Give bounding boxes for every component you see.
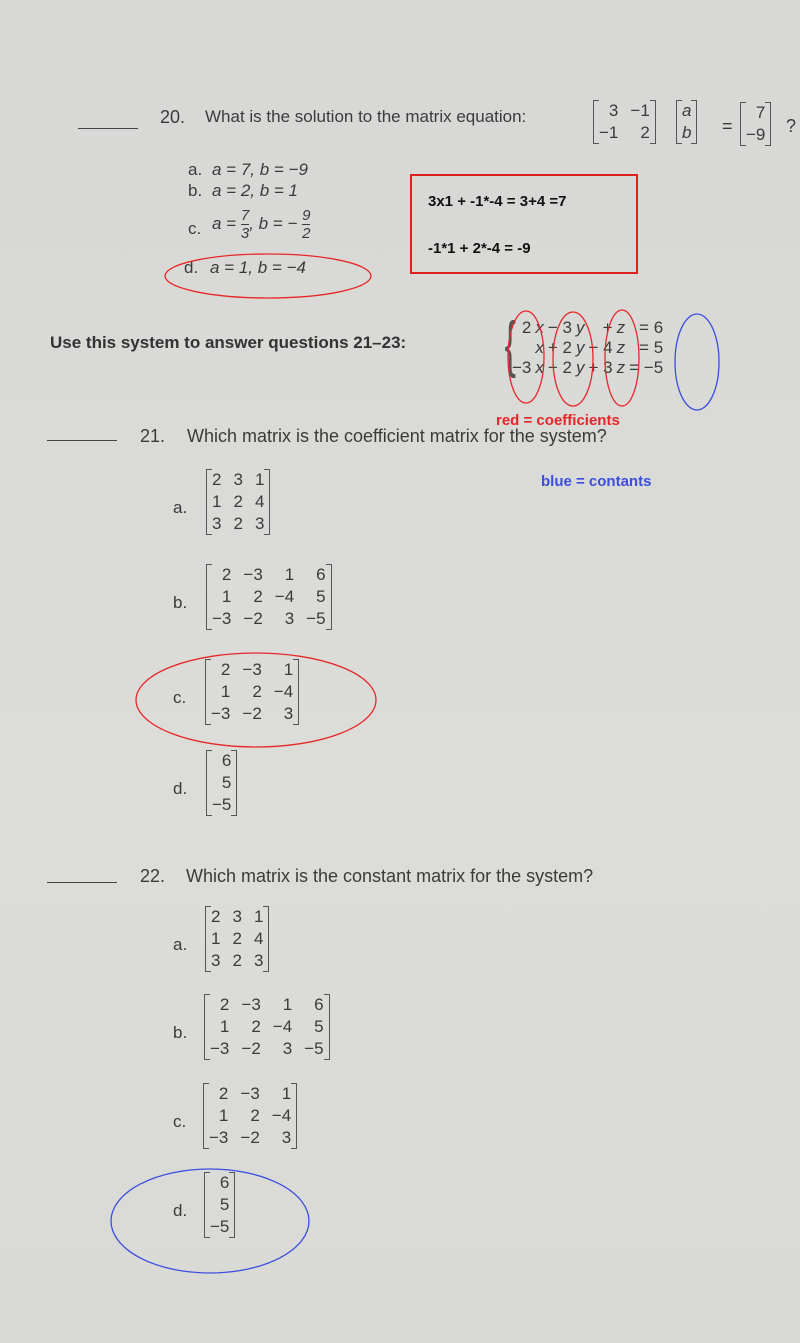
equation-term: = −5 bbox=[629, 358, 664, 377]
equation-term: y bbox=[576, 358, 585, 377]
equation-term: = 5 bbox=[639, 338, 664, 357]
blue-circle-constants bbox=[675, 314, 719, 410]
matrix-cell: 2 bbox=[218, 1084, 229, 1103]
equation-term: x bbox=[535, 358, 544, 377]
matrix-cell: 1 bbox=[221, 587, 232, 606]
matrix-cell: 5 bbox=[314, 1017, 324, 1036]
matrix-cell: 2 bbox=[220, 660, 231, 679]
q22-option-b-letter: b. bbox=[173, 1023, 188, 1042]
matrix-cell: 3 bbox=[608, 101, 619, 120]
option-20c-text: a = $\frac{7}{3}$ , b = − $\frac{9}{2}$ bbox=[212, 207, 311, 242]
option-20a-text: a = 7, b = −9 bbox=[212, 160, 308, 179]
matrix-cell: 2 bbox=[233, 514, 243, 533]
matrix-cell: 2 bbox=[233, 492, 243, 511]
matrix-cell: 6 bbox=[219, 1173, 230, 1192]
equation-term: + 2 bbox=[547, 338, 572, 357]
matrix-cell: 3 bbox=[281, 1128, 292, 1147]
question-number-21: 21. bbox=[140, 426, 166, 446]
matrix-cell: 4 bbox=[254, 492, 265, 511]
matrix-cell: 1 bbox=[282, 995, 293, 1014]
option-20b-text: a = 2, b = 1 bbox=[212, 181, 299, 200]
matrix-cell: −3 bbox=[242, 660, 262, 679]
matrix-cell: −1 bbox=[630, 101, 650, 120]
option-20d-text: a = 1, b = −4 bbox=[210, 258, 306, 277]
matrix-cell: 6 bbox=[314, 995, 324, 1014]
matrix-cell: −3 bbox=[209, 1128, 229, 1147]
question-number-22: 22. bbox=[140, 866, 166, 886]
matrix-cell: 5 bbox=[221, 773, 232, 792]
matrix-cell: −4 bbox=[271, 1106, 292, 1125]
system-brace: { bbox=[504, 310, 517, 379]
matrix-cell: −3 bbox=[241, 995, 261, 1014]
question-text-22: Which matrix is the constant matrix for the system? bbox=[186, 866, 594, 886]
matrix-cell: −4 bbox=[274, 587, 295, 606]
matrix-cell: a bbox=[682, 101, 692, 120]
blue-circle-22d bbox=[111, 1169, 309, 1273]
equation-term: 2 bbox=[521, 318, 532, 337]
matrix-cell: −3 bbox=[211, 704, 231, 723]
matrix-cell: 1 bbox=[220, 682, 231, 701]
check-line-2: -1*1 + 2*-4 = -9 bbox=[428, 240, 531, 257]
q22-option-a-letter: a. bbox=[173, 935, 188, 954]
red-circle-z-coeff bbox=[605, 310, 639, 406]
matrix-cell: −1 bbox=[599, 123, 619, 142]
equation-term: x bbox=[535, 318, 544, 337]
matrix-cell: 3 bbox=[232, 907, 242, 926]
matrix-cell: 1 bbox=[211, 929, 221, 948]
equation-term: + bbox=[602, 318, 613, 337]
equation-term: y bbox=[576, 338, 585, 357]
matrix-cell: 2 bbox=[250, 1106, 260, 1125]
matrix-cell: −2 bbox=[243, 609, 263, 628]
option-20c-letter: c. bbox=[188, 219, 202, 238]
equals-sign: = bbox=[722, 116, 733, 136]
q22-option-c-letter: c. bbox=[173, 1112, 187, 1131]
matrix-cell: 3 bbox=[284, 609, 295, 628]
matrix-cell: 5 bbox=[316, 587, 326, 606]
q21-option-c-letter: c. bbox=[173, 688, 187, 707]
equation-term: x bbox=[535, 338, 544, 357]
matrix-cell: 5 bbox=[219, 1195, 230, 1214]
matrix-cell: −3 bbox=[212, 609, 232, 628]
matrix-cell: 2 bbox=[232, 951, 242, 970]
matrix-cell: −5 bbox=[306, 609, 326, 628]
matrix-cell: 1 bbox=[212, 492, 222, 511]
matrix-cell: 2 bbox=[252, 682, 262, 701]
equation-term: y bbox=[576, 318, 585, 337]
legend-blue: blue = contants bbox=[541, 473, 652, 490]
matrix-cell: 2 bbox=[221, 565, 232, 584]
equation-term: = 6 bbox=[639, 318, 664, 337]
equation-term: z bbox=[616, 358, 626, 377]
matrix-cell: 2 bbox=[251, 1017, 261, 1036]
option-20b-letter: b. bbox=[188, 181, 203, 200]
red-circle-21c bbox=[136, 653, 376, 747]
system-intro: Use this system to answer questions 21–23: bbox=[50, 333, 407, 352]
matrix-cell: −5 bbox=[210, 1217, 230, 1236]
matrix-cell: −3 bbox=[240, 1084, 260, 1103]
matrix-cell: 3 bbox=[233, 470, 243, 489]
matrix-cell: −3 bbox=[243, 565, 263, 584]
matrix-cell: 2 bbox=[211, 907, 221, 926]
matrix-cell: 2 bbox=[253, 587, 263, 606]
matrix-cell: −5 bbox=[304, 1039, 324, 1058]
option-20d-letter: d. bbox=[184, 258, 199, 277]
matrix-cell: 2 bbox=[219, 995, 230, 1014]
q22-option-d-letter: d. bbox=[173, 1201, 188, 1220]
matrix-cell: −4 bbox=[272, 1017, 293, 1036]
matrix-cell: 1 bbox=[218, 1106, 229, 1125]
matrix-cell: −3 bbox=[210, 1039, 230, 1058]
matrix-cell: 3 bbox=[254, 514, 265, 533]
equation-term: z bbox=[616, 318, 626, 337]
matrix-cell: 2 bbox=[640, 123, 650, 142]
equation-term: z bbox=[616, 338, 626, 357]
matrix-cell: 2 bbox=[212, 470, 222, 489]
matrix-cell: 2 bbox=[232, 929, 242, 948]
red-circle-y-coeff bbox=[553, 312, 593, 406]
matrix-cell: −5 bbox=[212, 795, 232, 814]
matrix-cell: 3 bbox=[283, 704, 294, 723]
equation-term: − 3 bbox=[547, 318, 572, 337]
matrix-cell: b bbox=[682, 123, 692, 142]
matrix-cell: 4 bbox=[253, 929, 264, 948]
equation-term: + 3 bbox=[588, 358, 613, 377]
matrix-cell: −2 bbox=[242, 704, 262, 723]
question-text-20: What is the solution to the matrix equation: bbox=[205, 107, 527, 126]
matrix-cell: −9 bbox=[746, 125, 766, 144]
red-circle-x-coeff bbox=[508, 311, 544, 403]
matrix-cell: 3 bbox=[282, 1039, 293, 1058]
matrix-cell: −2 bbox=[240, 1128, 260, 1147]
matrix-cell: 1 bbox=[253, 907, 264, 926]
q21-option-b-letter: b. bbox=[173, 593, 188, 612]
matrix-cell: 1 bbox=[284, 565, 295, 584]
matrix-cell: 1 bbox=[219, 1017, 230, 1036]
question-mark: ? bbox=[786, 116, 797, 136]
matrix-cell: 1 bbox=[281, 1084, 292, 1103]
equation-term: −3 bbox=[512, 358, 532, 377]
matrix-cell: 6 bbox=[221, 751, 232, 770]
equation-term: − 2 bbox=[547, 358, 572, 377]
matrix-cell: 3 bbox=[253, 951, 264, 970]
matrix-cell: 3 bbox=[212, 514, 222, 533]
option-20a-letter: a. bbox=[188, 160, 203, 179]
matrix-cell: 1 bbox=[254, 470, 265, 489]
matrix-cell: 7 bbox=[755, 103, 766, 122]
q21-option-d-letter: d. bbox=[173, 779, 188, 798]
q21-option-a-letter: a. bbox=[173, 498, 188, 517]
question-number-20: 20. bbox=[160, 107, 186, 127]
matrix-cell: 3 bbox=[211, 951, 221, 970]
equation-term: − 4 bbox=[588, 338, 613, 357]
matrix-cell: −4 bbox=[273, 682, 294, 701]
check-line-1: 3x1 + -1*-4 = 3+4 =7 bbox=[428, 193, 567, 210]
red-circle-20d bbox=[165, 254, 371, 298]
question-text-21: Which matrix is the coefficient matrix for the system? bbox=[187, 426, 607, 446]
matrix-cell: 6 bbox=[316, 565, 326, 584]
matrix-cell: −2 bbox=[241, 1039, 261, 1058]
matrix-cell: 1 bbox=[283, 660, 294, 679]
legend-red: red = coefficients bbox=[496, 412, 620, 429]
